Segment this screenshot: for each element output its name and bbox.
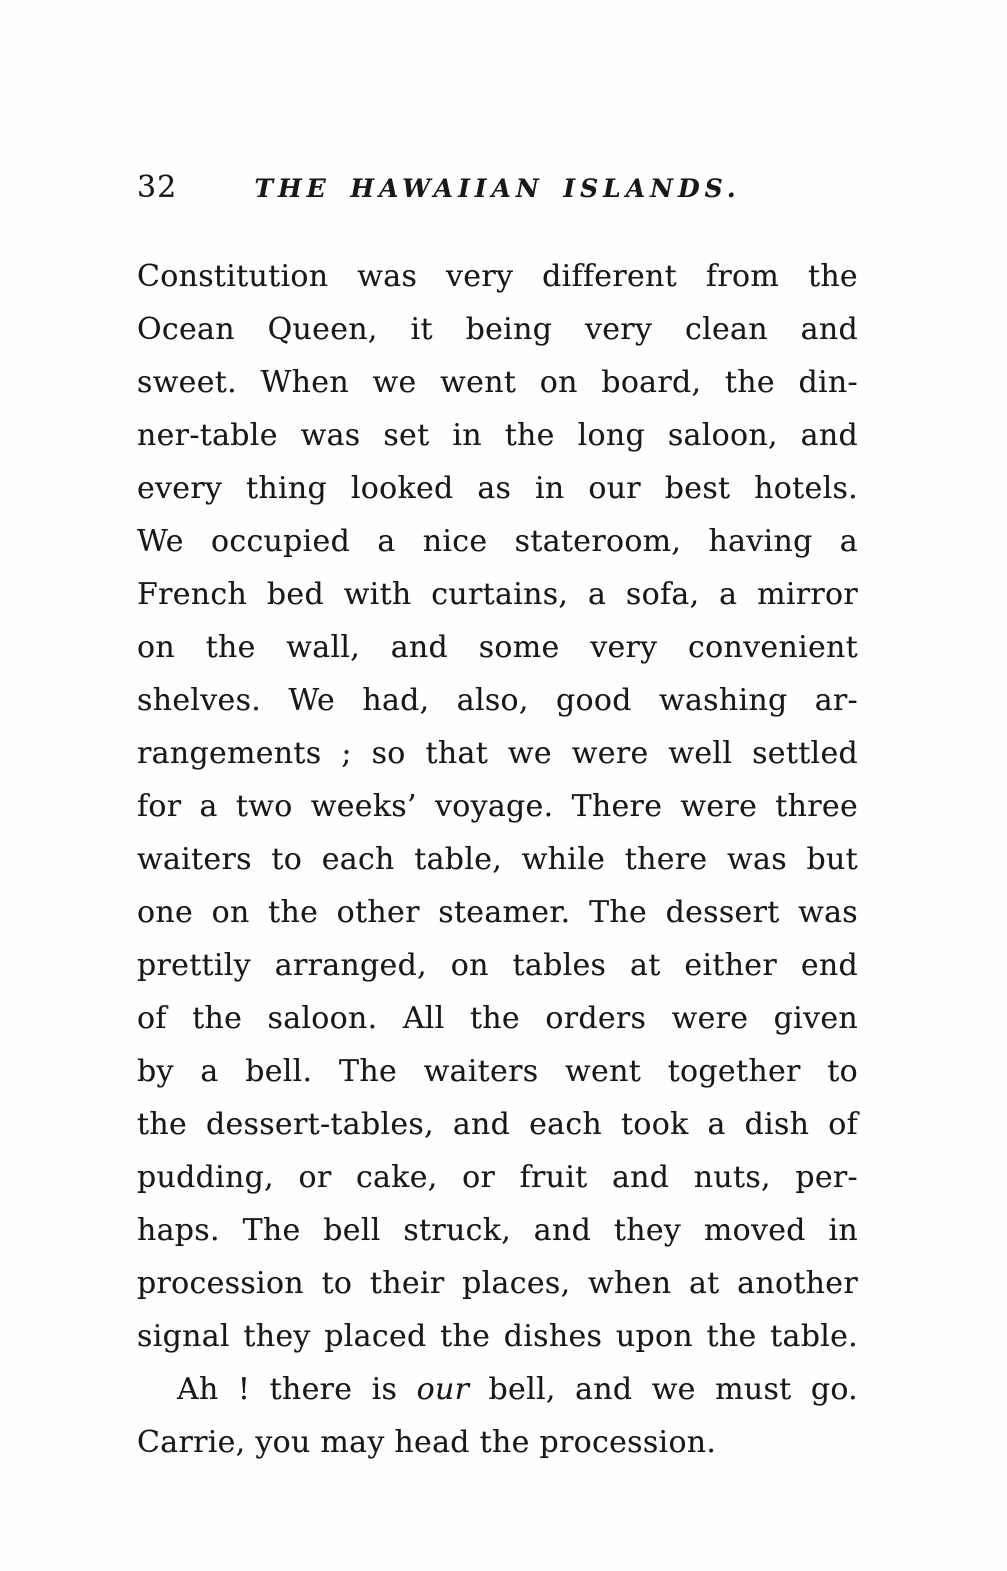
text-segment: signal they placed the dishes upon the table. — [137, 1319, 858, 1354]
page-header — [137, 168, 858, 210]
text-segment: waiters to each table, while there was but — [137, 842, 858, 877]
text-line — [137, 1363, 858, 1416]
text-segment: Constitution was very different from the — [137, 259, 858, 294]
text-segment: Ocean Queen, it being very clean and — [137, 312, 858, 347]
text-line — [137, 1045, 858, 1098]
text-line — [137, 886, 858, 939]
page-number: 32 — [137, 170, 178, 205]
text-line — [137, 250, 858, 303]
text-line — [137, 621, 858, 674]
text-segment: one on the other steamer. The dessert was — [137, 895, 858, 930]
text-line — [137, 1416, 858, 1469]
text-segment: ner-table was set in the long saloon, and — [137, 418, 858, 453]
text-line — [137, 992, 858, 1045]
text-segment: of the saloon. All the orders were given — [137, 1001, 858, 1036]
text-segment: pudding, or cake, or fruit and nuts, per- — [137, 1160, 858, 1195]
text-line — [137, 568, 858, 621]
text-segment: French bed with curtains, a sofa, a mirror — [137, 577, 858, 612]
text-segment: sweet. When we went on board, the din- — [137, 365, 858, 400]
text-line — [137, 356, 858, 409]
text-line — [137, 1257, 858, 1310]
text-segment: for a two weeks’ voyage. There were three — [137, 789, 858, 824]
body-text — [137, 250, 858, 1469]
text-segment: shelves. We had, also, good washing ar- — [137, 683, 858, 718]
running-title: THE HAWAIIAN ISLANDS. — [254, 174, 741, 203]
text-segment: Ah ! there is — [177, 1372, 417, 1407]
text-segment: bell, and we must go. — [469, 1372, 858, 1407]
text-line — [137, 409, 858, 462]
text-segment: Carrie, you may head the procession. — [137, 1425, 717, 1460]
italic-text-segment: our — [416, 1372, 470, 1407]
text-segment: We occupied a nice stateroom, having a — [137, 524, 858, 559]
text-segment: by a bell. The waiters went together to — [137, 1054, 858, 1089]
text-line — [137, 939, 858, 992]
text-segment: rangements ; so that we were well settled — [137, 736, 858, 771]
text-line — [137, 674, 858, 727]
text-segment: on the wall, and some very convenient — [137, 630, 858, 665]
text-line — [137, 462, 858, 515]
text-line — [137, 515, 858, 568]
text-line — [137, 1204, 858, 1257]
text-line — [137, 303, 858, 356]
text-line — [137, 1310, 858, 1363]
text-segment: every thing looked as in our best hotels. — [137, 471, 858, 506]
text-segment: the dessert-tables, and each took a dish of — [137, 1107, 858, 1142]
text-line — [137, 1151, 858, 1204]
text-segment: procession to their places, when at another — [137, 1266, 858, 1301]
text-line — [137, 780, 858, 833]
text-segment: prettily arranged, on tables at either end — [137, 948, 858, 983]
text-line — [137, 727, 858, 780]
text-segment: haps. The bell struck, and they moved in — [137, 1213, 858, 1248]
text-line — [137, 833, 858, 886]
text-line — [137, 1098, 858, 1151]
